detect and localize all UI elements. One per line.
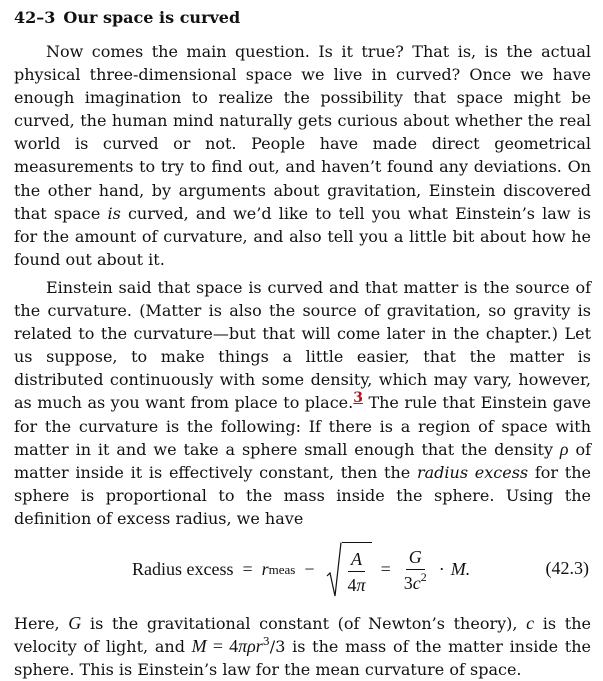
fraction-numerator-g: G [406, 547, 425, 570]
p3-text-c: is the velocity of light, and [14, 613, 592, 657]
paragraph-2 [14, 276, 591, 530]
fraction-a-over-4pi [348, 549, 366, 595]
r-subscript: meas [268, 561, 296, 577]
emphasis-is: is [107, 203, 121, 223]
paragraph-2-text-c: of matter inside it is effectively constant, then the [14, 439, 592, 482]
radicand [342, 542, 372, 598]
m-symbol: M [191, 636, 207, 657]
equation-42-3 [14, 536, 591, 604]
equation-body [132, 536, 470, 604]
paragraph-1 [14, 40, 591, 271]
paragraph-1-text-a: Now comes the main question. Is it true? That is, is the actual physical three-dimensional space we live in curved? Once we have enough imagination to realize the possibility that space might be curved, the human mind naturally gets curious about whether the real world is curved or not. People have made direct geometrical measurements to try to find out, and haven’t found any deviations. On the other hand, by arguments about gravitation, Einstein discovered that space [14, 42, 591, 223]
minus-sign: − [304, 559, 315, 580]
fraction-numerator: A [348, 549, 365, 572]
footnote-link[interactable]: 3 [353, 390, 363, 407]
fraction-denominator: 4π [347, 574, 366, 595]
paragraph-2-text-a: Einstein said that space is curved and that matter is the source of the curvature. (Matter is also the source of gravitation, so gravity is related to the curvature—but that will come later in the chapter.) Let us suppose, to make things a little easier, that the matter is distributed continuously with some density, which may vary, however, as much as you want from place to place. [14, 277, 591, 413]
paragraph-1-text-b: curved, and we’d like to tell you what Einstein’s law is for the amount of curvature, and also tell you a little bit about how he found out about it. [14, 203, 592, 269]
pi-rho-r: πρr [238, 636, 263, 657]
p3-text-b: is the gravitational constant (of Newton’s theory), [81, 613, 527, 633]
p3-equals-4: = 4 [206, 636, 239, 657]
p3-text-a: Here, [14, 613, 69, 633]
equation-number: (42.3) [545, 557, 589, 578]
equals-sign: = [242, 559, 253, 580]
paragraph-2-text-d: for the sphere is proportional to the mass inside the sphere. Using the definition of excess radius, we have [14, 462, 591, 528]
paragraph-3 [14, 612, 591, 681]
fraction-denominator-3c2: $3c^2$ [403, 569, 427, 593]
p3-text-d: /3 is the mass of the matter inside the sphere. This is Einstein’s law for the mean curvature of space. [14, 637, 591, 680]
emphasis-radius-excess: radius excess [416, 462, 529, 482]
radical-sign-icon [326, 542, 342, 598]
fraction-g-over-3c2 [404, 547, 427, 593]
equation-label: Radius excess [132, 559, 234, 580]
dot-operator: · [438, 559, 445, 580]
g-symbol: G [68, 612, 82, 633]
mass-symbol: M. [450, 559, 471, 580]
r-symbol: r [261, 559, 269, 580]
c-symbol: c [526, 612, 535, 633]
square-root [326, 542, 372, 598]
section-heading [14, 7, 591, 29]
equals-sign-2: = [380, 559, 391, 580]
exponent-2: 2 [420, 569, 427, 584]
section-number: 42–3 [14, 8, 56, 27]
section-title: Our space is curved [63, 8, 241, 27]
cube-exponent: 3 [262, 635, 270, 649]
paragraph-2-text-b: The rule that Einstein gave for the curvature is the following: If there is a region of space with matter in it and we take a sphere small enough that the density [14, 393, 591, 459]
rho-symbol: ρ [559, 438, 569, 459]
